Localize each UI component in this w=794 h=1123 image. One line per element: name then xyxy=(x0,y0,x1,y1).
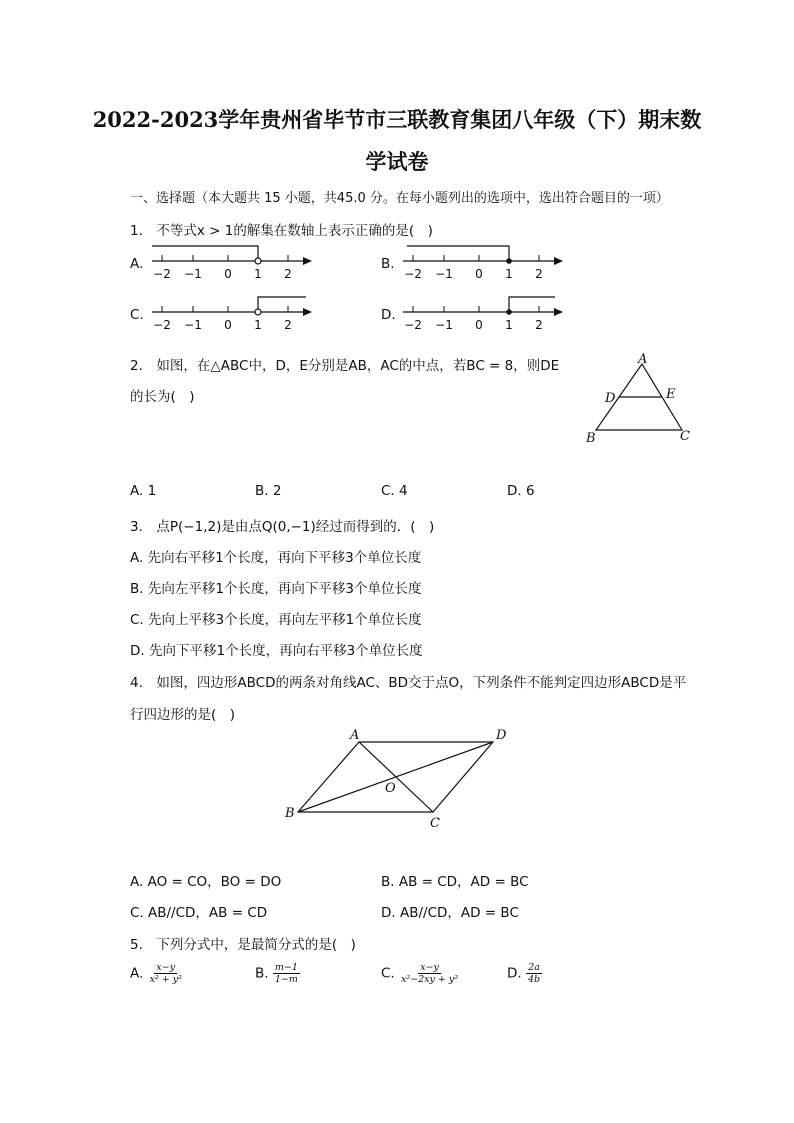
q3-stem: 3. 点P(−1,2)是由点Q(0,−1)经过而得到的．( ) xyxy=(130,519,435,535)
numerator: x−y xyxy=(420,962,439,973)
q3-option-c: C. 先向上平移3个长度，再向左平移1个单位长度 xyxy=(130,612,422,628)
solution-bracket xyxy=(407,246,509,258)
numerator: x−y xyxy=(156,962,176,973)
q4-option-a: A. AO = CO，BO = DO xyxy=(130,874,282,890)
point-label: D xyxy=(605,391,616,406)
axis-arrow-icon xyxy=(303,308,312,316)
tick-label: 0 xyxy=(224,267,232,281)
tick-label: −1 xyxy=(184,267,202,281)
q3-option-d: D. 先向下平移1个长度，再向右平移3个单位长度 xyxy=(130,643,423,659)
q1-option-b-label: B. xyxy=(381,256,395,272)
q2-stem-line-1: 2. 如图，在△ABC中，D，E分别是AB，AC的中点，若BC = 8，则DE xyxy=(130,358,560,374)
title-line-1: 2022-2023学年贵州省毕节市三联教育集团八年级（下）期末数 xyxy=(92,107,702,132)
q4-parallelogram-figure xyxy=(280,725,520,835)
q1-option-c-label: C. xyxy=(130,307,144,323)
tick-label: −2 xyxy=(404,318,422,332)
q2-stem-line-2: 的长为( ) xyxy=(130,389,195,405)
denominator: 4b xyxy=(527,974,541,985)
vertex-label: A xyxy=(638,352,648,367)
tick-label: 2 xyxy=(284,267,292,281)
vertex-label: C xyxy=(680,429,690,444)
numerator: 2a xyxy=(528,962,540,973)
q3-option-b: B. 先向左平移1个长度，再向下平移3个单位长度 xyxy=(130,581,422,597)
tick-label: −2 xyxy=(153,318,171,332)
vertex-label: B xyxy=(285,806,295,821)
q1-option-d-label: D. xyxy=(381,307,396,323)
option-letter: D. xyxy=(507,965,522,982)
q2-triangle-figure xyxy=(580,348,700,448)
axis-arrow-icon xyxy=(554,308,563,316)
q4-stem-line-2: 行四边形的是( ) xyxy=(130,707,236,723)
q2-option-b: B. 2 xyxy=(255,483,282,499)
fraction xyxy=(526,962,542,985)
denominator: x² + y² xyxy=(149,974,182,985)
tick-label: 2 xyxy=(535,318,543,332)
q4-option-b: B. AB = CD，AD = BC xyxy=(381,874,529,890)
tick-label: 1 xyxy=(254,267,262,281)
numerator: m−1 xyxy=(274,962,298,973)
tick-label: 1 xyxy=(505,267,513,281)
option-letter: A. xyxy=(130,965,144,982)
q1-number-line-d xyxy=(399,291,567,335)
q2-option-d: D. 6 xyxy=(507,483,535,499)
tick-label: 0 xyxy=(224,318,232,332)
q4-option-d: D. AB//CD，AD = BC xyxy=(381,905,519,921)
q2-option-a: A. 1 xyxy=(130,483,157,499)
option-letter: B. xyxy=(255,965,269,982)
q5-option-d xyxy=(507,962,542,985)
closed-point xyxy=(506,309,512,315)
tick-label: −1 xyxy=(435,318,453,332)
fraction xyxy=(273,962,300,985)
q1-number-line-a xyxy=(148,240,316,284)
q3-option-a: A. 先向右平移1个长度，再向下平移3个单位长度 xyxy=(130,550,422,566)
q5-stem: 5. 下列分式中，是最简分式的是( ) xyxy=(130,937,356,953)
tick-label: −1 xyxy=(184,318,202,332)
option-letter: C. xyxy=(381,965,395,982)
denominator: x²−2xy + y² xyxy=(401,974,459,985)
section-header: 一、选择题（本大题共 15 小题，共45.0 分。在每小题列出的选项中，选出符合题目的一项） xyxy=(130,191,669,206)
axis-arrow-icon xyxy=(303,257,312,265)
solution-bracket xyxy=(152,246,258,258)
open-point xyxy=(255,258,261,264)
vertex-label: C xyxy=(430,816,440,831)
solution-bracket xyxy=(258,297,306,309)
tick-label: 0 xyxy=(475,318,483,332)
point-label: O xyxy=(385,781,396,796)
q5-option-c xyxy=(381,962,460,985)
tick-label: −2 xyxy=(153,267,171,281)
q5-option-a xyxy=(130,962,184,985)
vertex-label: D xyxy=(496,728,507,743)
q2-option-c: C. 4 xyxy=(381,483,408,499)
axis-arrow-icon xyxy=(554,257,563,265)
q4-option-c: C. AB//CD，AB = CD xyxy=(130,905,268,921)
tick-label: 2 xyxy=(284,318,292,332)
open-point xyxy=(255,309,261,315)
tick-label: 2 xyxy=(535,267,543,281)
vertex-label: A xyxy=(350,728,360,743)
q1-stem: 1. 不等式x > 1的解集在数轴上表示正确的是( ) xyxy=(130,223,433,239)
tick-label: −1 xyxy=(435,267,453,281)
q4-stem-line-1: 4. 如图，四边形ABCD的两条对角线AC、BD交于点O，下列条件不能判定四边形ABCD是平 xyxy=(130,675,687,691)
tick-label: 1 xyxy=(254,318,262,332)
fraction xyxy=(399,962,460,985)
fraction xyxy=(148,962,184,985)
q1-option-a-label: A. xyxy=(130,256,144,272)
q1-number-line-c xyxy=(148,291,316,335)
q1-number-line-b xyxy=(399,240,567,284)
closed-point xyxy=(506,258,512,264)
tick-label: 0 xyxy=(475,267,483,281)
title-line-2: 学试卷 xyxy=(365,149,429,174)
tick-label: 1 xyxy=(505,318,513,332)
tick-label: −2 xyxy=(404,267,422,281)
q5-option-b xyxy=(255,962,300,985)
solution-bracket xyxy=(509,297,555,309)
vertex-label: B xyxy=(586,431,596,446)
denominator: 1−m xyxy=(274,974,298,985)
point-label: E xyxy=(666,387,676,402)
